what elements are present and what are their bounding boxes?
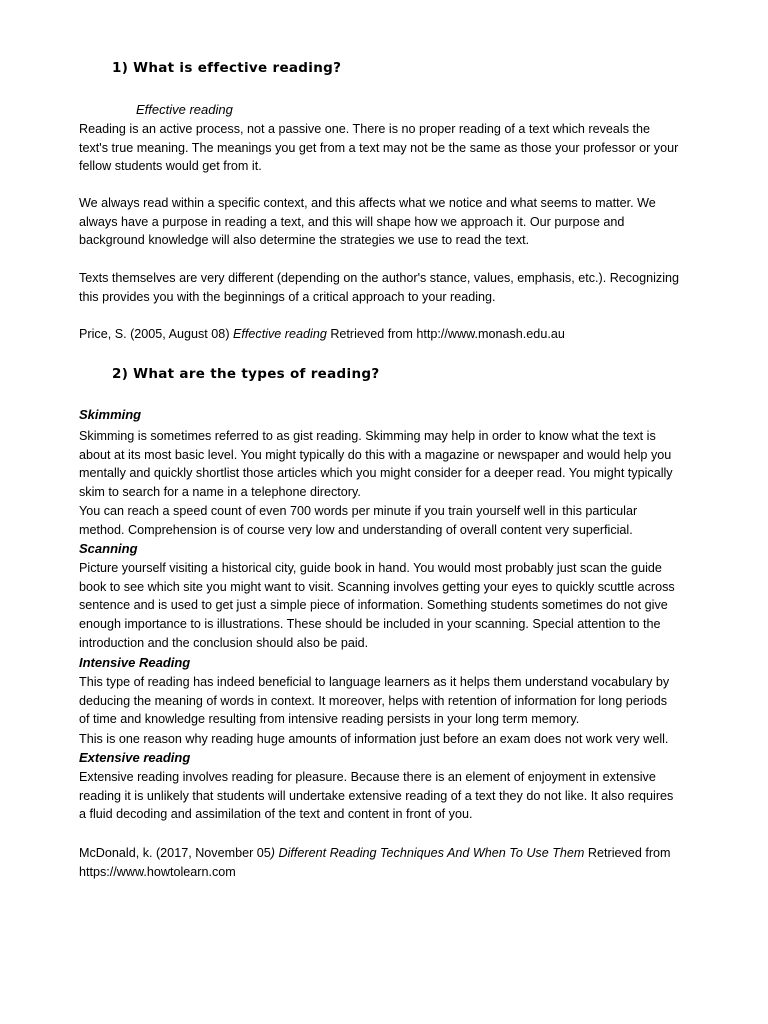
intensive-reading-paragraph-1: This type of reading has indeed beneficial to language learners as it helps them understand vocabulary by deducing the meaning of words in context. It moreover, helps with retention of information for long periods of time and knowledge resulting from intensive reading persists in your long term memory. — [79, 675, 670, 727]
skimming-paragraph-2: You can reach a speed count of even 700 words per minute if you train yourself well in this particular method. Comprehension is of course very low and understanding of overall content very superficial. — [79, 504, 638, 537]
reference-mcdonald-title: ) Different Reading Techniques And When To Use Them — [270, 846, 585, 860]
reference-price — [79, 325, 679, 344]
extensive-reading-paragraph-1: Extensive reading involves reading for pleasure. Because there is an element of enjoyment in extensive reading it is unlikely that students will undertake extensive reading of a text they do not like. It also requires a fluid decoding and assimilation of the text and content in front of you. — [79, 770, 674, 822]
section-1-heading: 1) What is effective reading? — [112, 60, 342, 76]
effective-reading-paragraph-2: We always read within a specific context, and this affects what we notice and what seems to matter. We always have a purpose in reading a text, and this will shape how we approach it. Our purpose and background knowledge will also determine the strategies we use to read the text. — [79, 196, 656, 248]
effective-reading-paragraph-1: Reading is an active process, not a passive one. There is no proper reading of a text which reveals the text's true meaning. The meanings you get from a text may not be the same as those your professor or your fellow students would get from it. — [79, 122, 679, 174]
skimming-title: Skimming — [79, 407, 142, 422]
reference-price-prefix: Price, S. (2005, August 08) — [79, 327, 234, 341]
effective-reading-subheading: Effective reading — [136, 102, 233, 117]
skimming-paragraph-1: Skimming is sometimes referred to as gist reading. Skimming may help in order to know what the text is about at its most basic level. You might typically do this with a magazine or newspaper and would help you mentally and quickly shortlist those articles which you might consider for a deeper read. You might typically skim to search for a name in a telephone directory. — [79, 429, 673, 500]
intensive-reading-paragraph-2: This is one reason why reading huge amounts of information just before an exam does not work very well. — [79, 732, 669, 746]
section-2-heading: 2) What are the types of reading? — [112, 366, 380, 382]
reference-mcdonald-prefix: McDonald, k. (2017, November 05 — [79, 846, 271, 860]
reference-mcdonald-suffix: Retrieved from https://www.howtolearn.com — [79, 846, 671, 879]
scanning-paragraph-1: Picture yourself visiting a historical city, guide book in hand. You would most probably just scan the guide book to see which site you might want to visit. Scanning involves getting your eyes to quickly scuttle across sentence and is used to get just a simple piece of information. Something students sometimes do not give enough importance to is illustrations. These should be included in your scanning. Special attention to the introduction and the conclusion should also be paid. — [79, 561, 675, 650]
scanning-title: Scanning — [79, 541, 138, 556]
effective-reading-paragraph-3: Texts themselves are very different (depending on the author's stance, values, emphasis, etc.). Recognizing this provides you with the beginnings of a critical approach to your reading. — [79, 271, 679, 304]
reference-mcdonald — [79, 844, 679, 881]
reference-price-title: Effective reading — [233, 327, 327, 341]
reference-price-suffix: Retrieved from http://www.monash.edu.au — [326, 327, 565, 341]
extensive-reading-title: Extensive reading — [79, 750, 191, 765]
intensive-reading-title: Intensive Reading — [79, 655, 191, 670]
